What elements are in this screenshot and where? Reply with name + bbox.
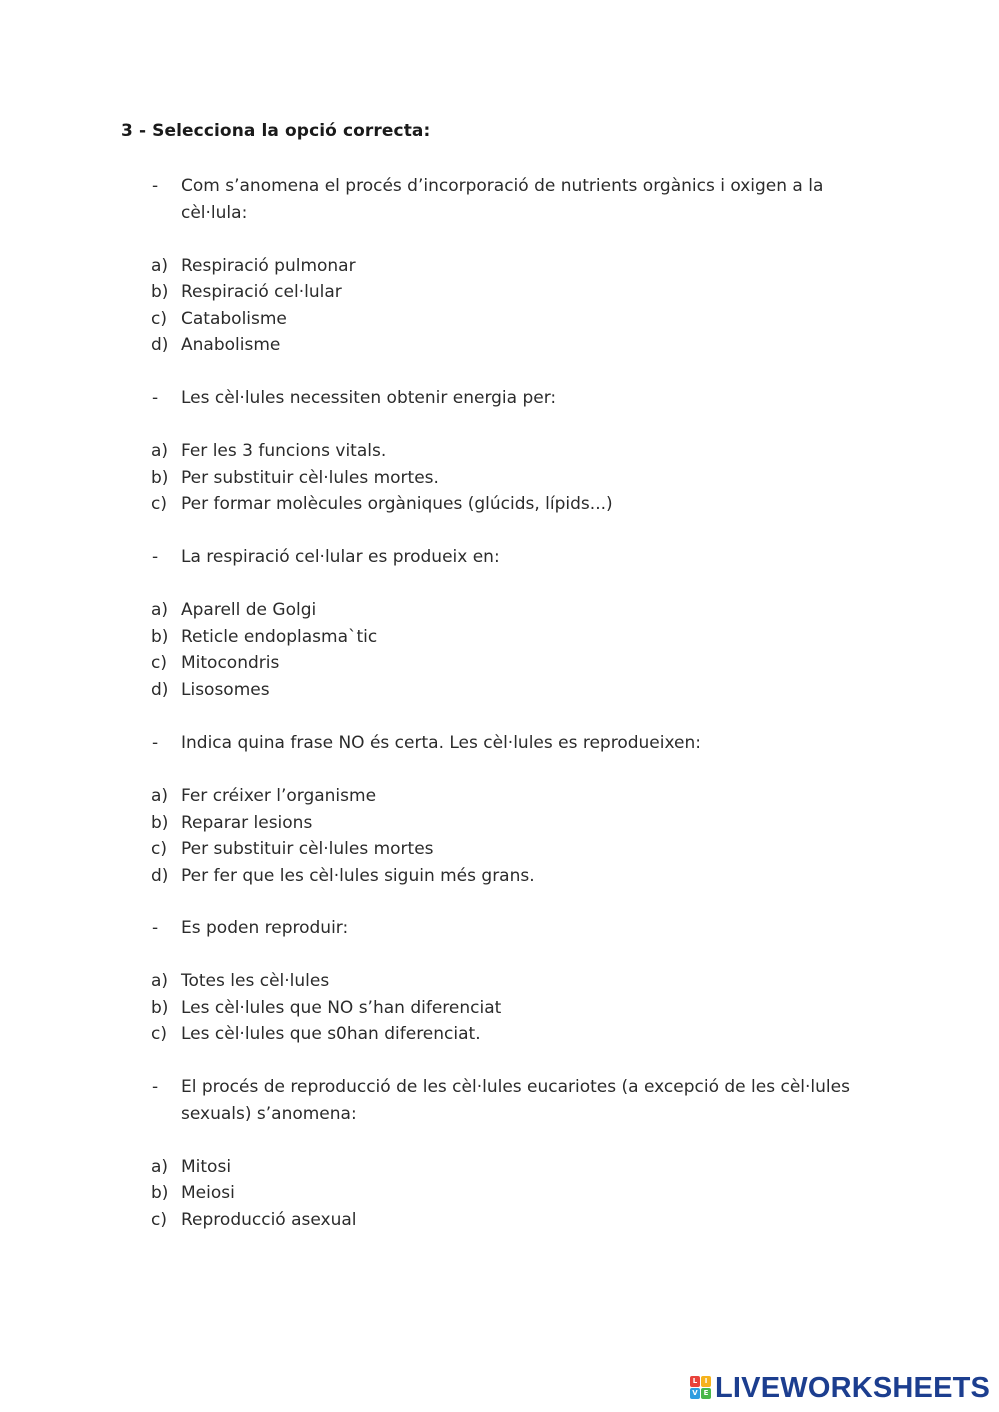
option-letter: a): [151, 441, 169, 461]
option-text: Respiració cel·lular: [181, 282, 342, 302]
question-5: [0, 915, 999, 1048]
question-text: Indica quina frase NO és certa. Les cèl·lules es reprodueixen:: [181, 733, 701, 753]
question-text: Com s’anomena el procés d’incorporació de nutrients orgànics i oxigen a la: [181, 176, 824, 196]
option-row[interactable]: [0, 253, 999, 280]
option-letter: a): [151, 255, 169, 276]
option-letter: a): [151, 600, 169, 620]
option-text: Respiració pulmonar: [181, 255, 356, 276]
option-letter: b): [151, 1183, 169, 1203]
question-3: [0, 544, 999, 703]
option-row[interactable]: [0, 279, 999, 306]
option-row[interactable]: [0, 491, 999, 518]
question-prompt-line: [0, 1074, 999, 1101]
option-text: Totes les cèl·lules: [181, 971, 330, 991]
option-letter: a): [151, 786, 169, 806]
option-letter: b): [151, 282, 169, 302]
question-text: La respiració cel·lular es produeix en:: [181, 547, 500, 567]
question-bullet: -: [152, 388, 159, 408]
question-text: El procés de reproducció de les cèl·lules eucariotes (a excepció de les cèl·lules: [181, 1077, 850, 1097]
option-row[interactable]: [0, 863, 999, 890]
option-row[interactable]: [0, 1154, 999, 1181]
option-row[interactable]: [0, 1180, 999, 1207]
question-text: sexuals) s’anomena:: [181, 1103, 357, 1124]
option-text: Per substituir cèl·lules mortes: [181, 839, 434, 859]
question-bullet: -: [152, 547, 159, 567]
liveworksheets-logo[interactable]: [690, 1371, 990, 1405]
option-row[interactable]: [0, 1021, 999, 1048]
option-text: Lisosomes: [181, 679, 270, 700]
option-text: Mitosi: [181, 1156, 232, 1177]
option-letter: c): [151, 308, 167, 329]
question-prompt-line: [0, 385, 999, 412]
option-row[interactable]: [0, 810, 999, 837]
option-row[interactable]: [0, 465, 999, 492]
option-letter: d): [151, 679, 169, 700]
question-1: [0, 173, 999, 359]
option-letter: c): [151, 839, 167, 859]
option-text: Fer les 3 funcions vitals.: [181, 441, 387, 461]
option-row[interactable]: [0, 836, 999, 863]
option-letter: c): [151, 1209, 167, 1230]
question-6: [0, 1074, 999, 1233]
option-letter: d): [151, 865, 169, 886]
question-2: [0, 385, 999, 518]
question-bullet: -: [152, 1077, 159, 1097]
option-row[interactable]: [0, 650, 999, 677]
option-text: Mitocondris: [181, 653, 280, 673]
question-bullet: -: [152, 176, 159, 196]
option-row[interactable]: [0, 783, 999, 810]
option-row[interactable]: [0, 438, 999, 465]
question-prompt-line: [0, 730, 999, 757]
live-tiles-icon: L I V E: [690, 1376, 712, 1400]
option-text: Fer créixer l’organisme: [181, 786, 377, 806]
question-text: Es poden reproduir:: [181, 918, 349, 938]
option-letter: b): [151, 997, 169, 1018]
option-letter: c): [151, 494, 167, 514]
option-row[interactable]: [0, 624, 999, 651]
option-letter: a): [151, 1156, 169, 1177]
question-text: Les cèl·lules necessiten obtenir energia per:: [181, 388, 557, 408]
question-prompt-line: [0, 915, 999, 942]
option-letter: c): [151, 1024, 167, 1044]
option-letter: b): [151, 626, 169, 647]
option-row[interactable]: [0, 968, 999, 995]
option-row[interactable]: [0, 306, 999, 333]
option-letter: b): [151, 812, 169, 833]
option-row[interactable]: [0, 1207, 999, 1234]
option-text: Anabolisme: [181, 335, 281, 355]
question-bullet: -: [152, 733, 159, 753]
option-letter: a): [151, 971, 169, 991]
option-text: Per substituir cèl·lules mortes.: [181, 467, 439, 488]
option-text: Per formar molècules orgàniques (glúcids, lípids...): [181, 494, 613, 514]
option-text: Les cèl·lules que NO s’han diferenciat: [181, 997, 502, 1018]
option-row[interactable]: [0, 995, 999, 1022]
option-letter: d): [151, 335, 169, 355]
question-4: [0, 730, 999, 889]
question-prompt-line: [0, 173, 999, 200]
option-text: Aparell de Golgi: [181, 600, 317, 620]
option-row[interactable]: [0, 597, 999, 624]
question-prompt-line: [0, 544, 999, 571]
option-text: Catabolisme: [181, 308, 287, 329]
logo-text: LIVEWORKSHEETS: [715, 1371, 991, 1404]
option-text: Meiosi: [181, 1183, 235, 1203]
question-text: cèl·lula:: [181, 202, 248, 223]
option-text: Per fer que les cèl·lules siguin més grans.: [181, 865, 535, 886]
option-letter: b): [151, 467, 169, 488]
option-text: Les cèl·lules que s0han diferenciat.: [181, 1024, 481, 1044]
option-text: Reparar lesions: [181, 812, 313, 833]
option-text: Reticle endoplasma`tic: [181, 626, 378, 647]
question-bullet: -: [152, 918, 159, 938]
question-prompt-line: [0, 1101, 999, 1128]
option-row[interactable]: [0, 677, 999, 704]
question-prompt-line: [0, 200, 999, 227]
option-text: Reproducció asexual: [181, 1209, 357, 1230]
section-heading: 3 - Selecciona la opció correcta:: [121, 121, 431, 141]
option-letter: c): [151, 653, 167, 673]
option-row[interactable]: [0, 332, 999, 359]
